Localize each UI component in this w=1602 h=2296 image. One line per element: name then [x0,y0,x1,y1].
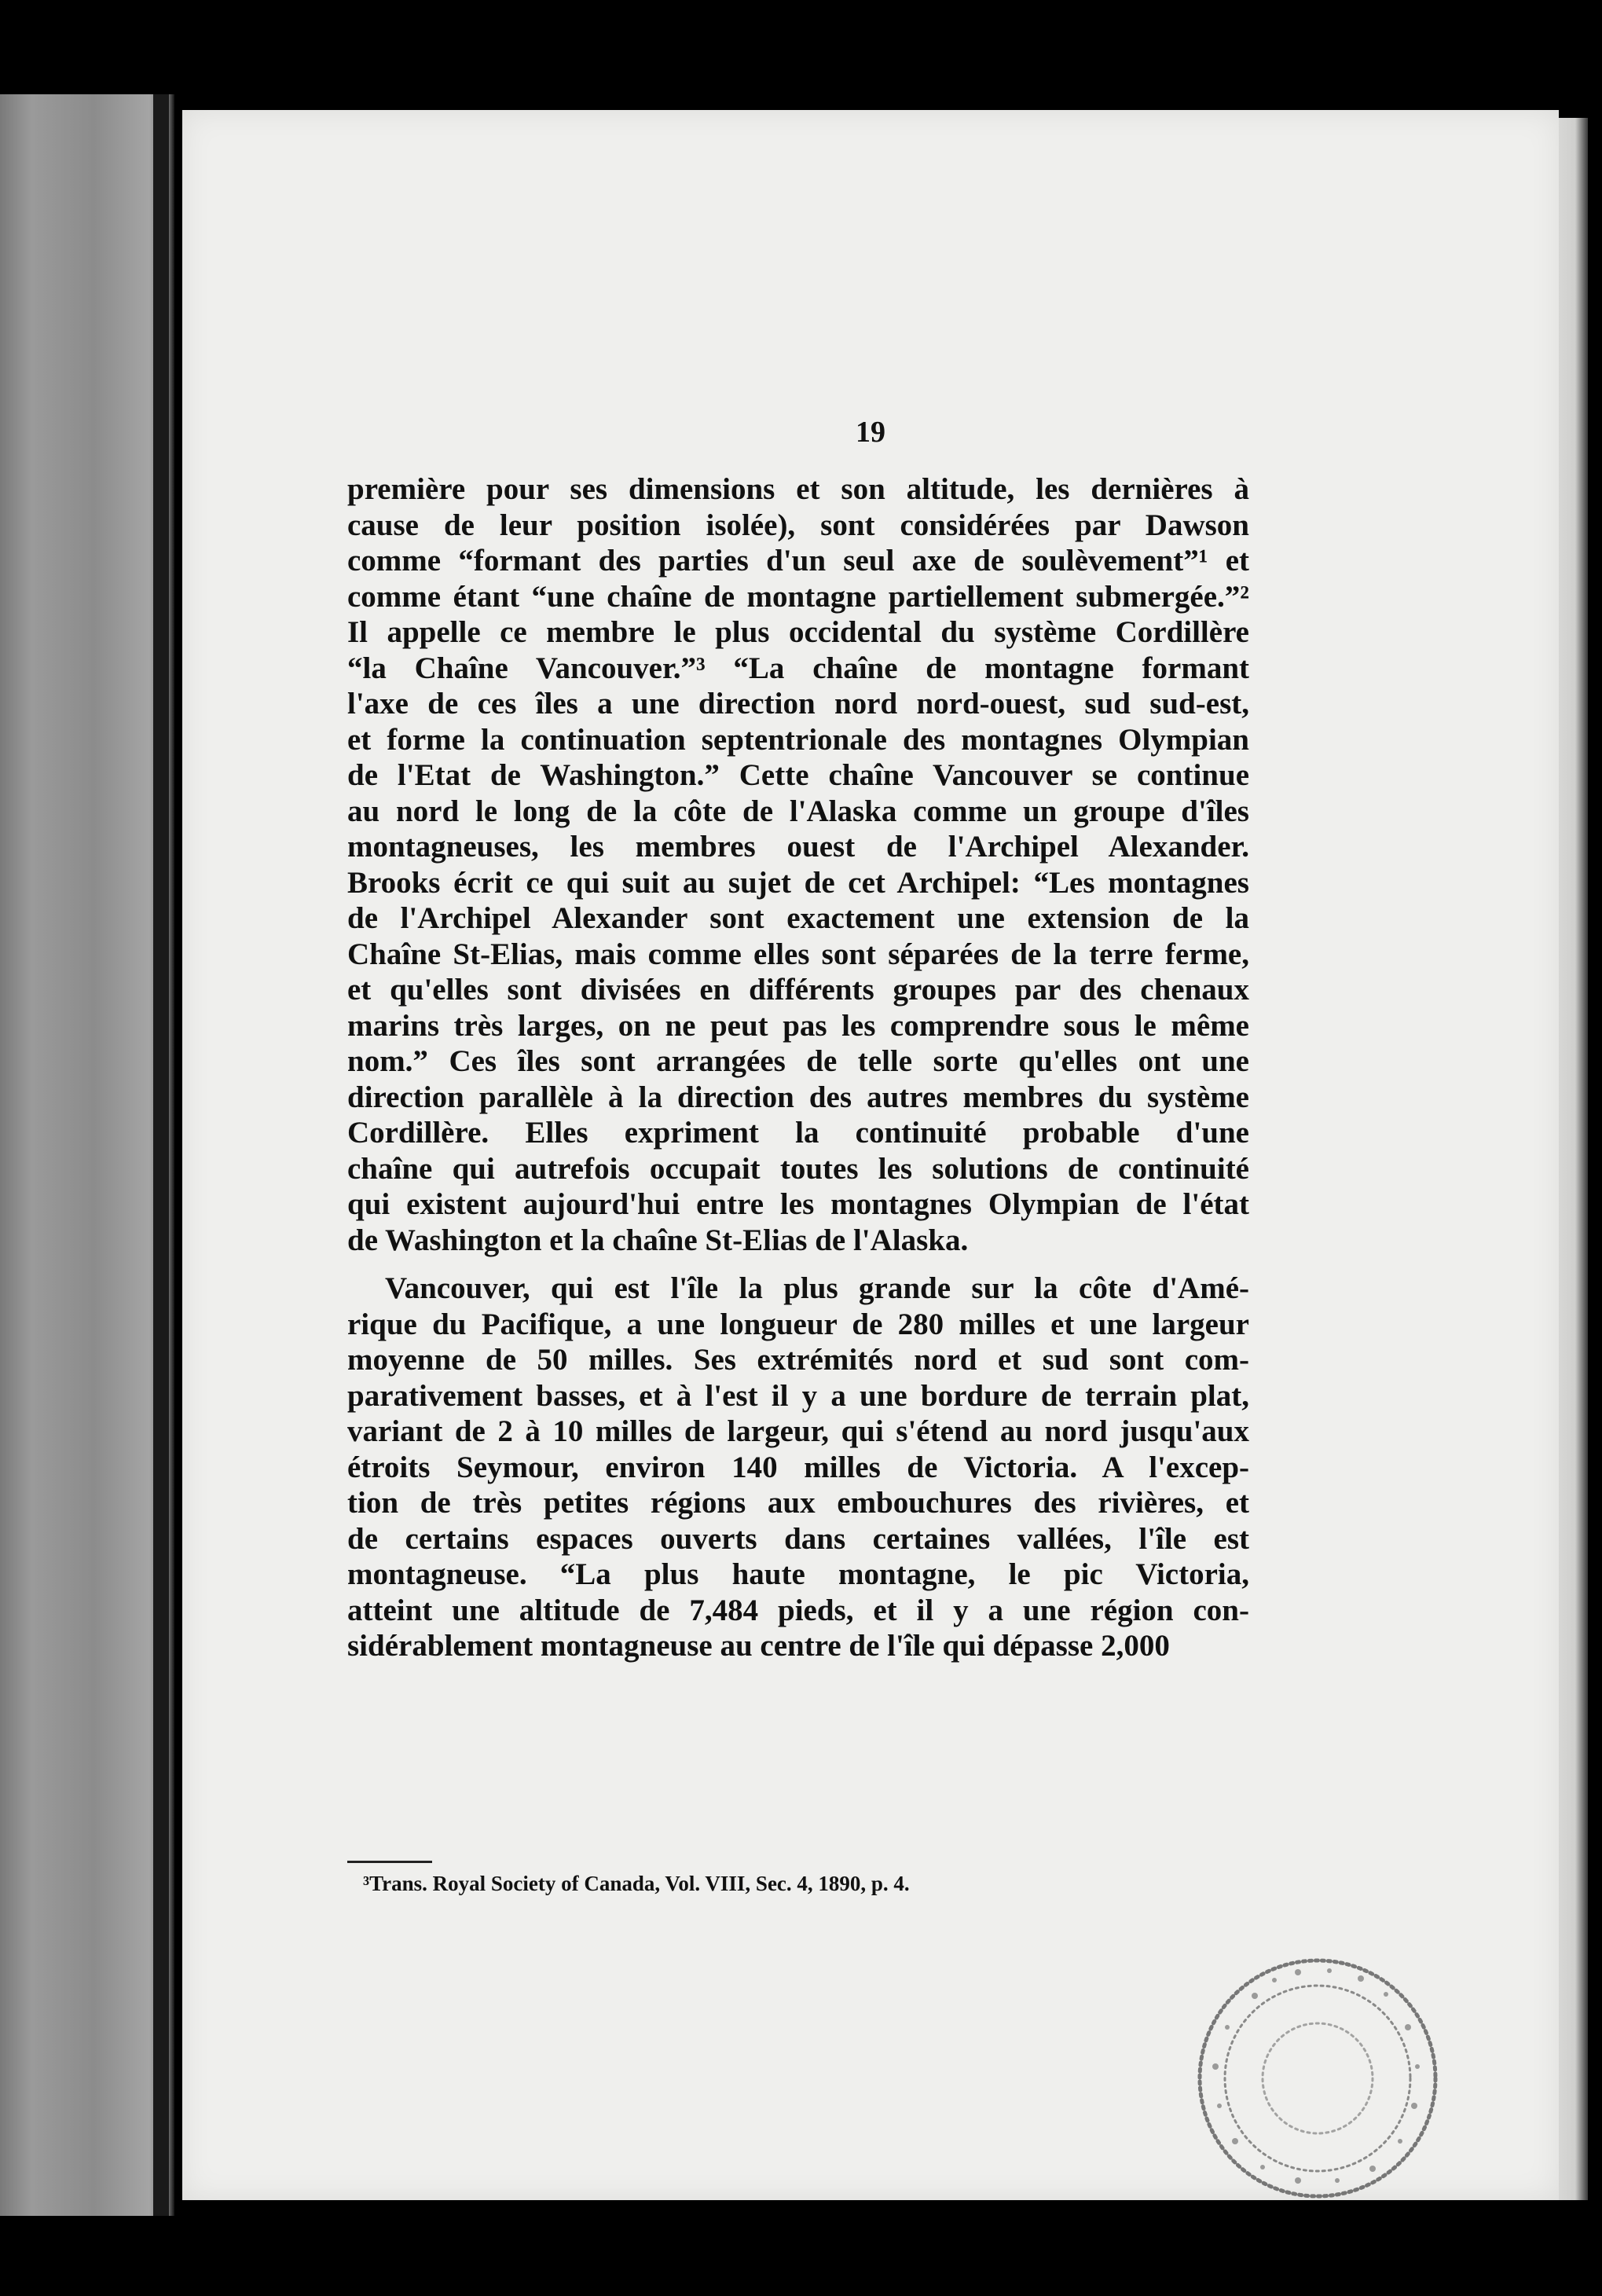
text-line: rique du Pacifique, a une longueur de 280 milles et une largeur [347,1307,1249,1341]
book-page [182,110,1559,2200]
paragraph-1 [347,471,1249,1258]
text-line: tion de très petites régions aux embouchures des rivières, et [347,1486,1249,1520]
book-spine-edge [0,94,174,2216]
text-line: “la Chaîne Vancouver.”³ “La chaîne de montagne formant [347,651,1249,685]
text-line: et forme la continuation septentrionale des montagnes Olympian [347,722,1249,757]
text-line: Cordillère. Elles expriment la continuité probable d'une [347,1116,1249,1150]
text-line: et qu'elles sont divisées en différents groupes par des chenaux [347,973,1249,1007]
library-stamp [1180,1941,1455,2216]
text-line: Brooks écrit ce qui suit au sujet de cet Archipel: “Les montagnes [347,865,1249,900]
text-line: direction parallèle à la direction des autres membres du système [347,1080,1249,1114]
text-line: variant de 2 à 10 milles de largeur, qui s'étend au nord jusqu'aux [347,1414,1249,1448]
text-line: moyenne de 50 milles. Ses extrémités nord et sud sont com- [347,1343,1249,1377]
footnote: ³Trans. Royal Society of Canada, Vol. VIII, Sec. 4, 1890, p. 4. [363,1872,910,1895]
paragraph-2 [347,1271,1249,1664]
text-line: montagneuse. “La plus haute montagne, le pic Victoria, [347,1557,1249,1591]
text-line: parativement basses, et à l'est il y a une bordure de terrain plat, [347,1378,1249,1413]
body-text [347,471,1249,1664]
text-line: Il appelle ce membre le plus occidental du système Cordillère [347,615,1249,649]
text-line: de l'Etat de Washington.” Cette chaîne Vancouver se continue [347,758,1249,792]
text-line: de certains espaces ouverts dans certaines vallées, l'île est [347,1521,1249,1556]
text-line: l'axe de ces îles a une direction nord nord-ouest, sud sud-est, [347,687,1249,721]
text-line: comme “formant des parties d'un seul axe de soulèvement”¹ et [347,544,1249,578]
text-line: étroits Seymour, environ 140 milles de Victoria. A l'excep- [347,1450,1249,1484]
text-line: Vancouver, qui est l'île la plus grande sur la côte d'Amé- [385,1271,1249,1305]
text-line: sidérablement montagneuse au centre de l'île qui dépasse 2,000 [347,1629,1170,1663]
text-line: nom.” Ces îles sont arrangées de telle sorte qu'elles ont une [347,1044,1249,1078]
text-line: première pour ses dimensions et son altitude, les dernières à [347,472,1249,506]
text-line: chaîne qui autrefois occupait toutes les solutions de continuité [347,1151,1249,1186]
page-edge [1556,118,1588,2200]
footnote-rule [347,1861,432,1863]
text-line: Chaîne St-Elias, mais comme elles sont séparées de la terre ferme, [347,937,1249,971]
text-line: de l'Archipel Alexander sont exactement une extension de la [347,901,1249,935]
text-line: atteint une altitude de 7,484 pieds, et il y a une région con- [347,1593,1249,1627]
text-line: comme étant “une chaîne de montagne partiellement submergée.”² [347,579,1249,614]
text-line: qui existent aujourd'hui entre les montagnes Olympian de l'état [347,1187,1249,1221]
text-line: marins très larges, on ne peut pas les comprendre sous le même [347,1008,1249,1043]
page-number: 19 [856,416,885,449]
text-line: montagneuses, les membres ouest de l'Archipel Alexander. [347,830,1249,864]
text-line: cause de leur position isolée), sont considérées par Dawson [347,508,1249,542]
text-line: de Washington et la chaîne St-Elias de l'Alaska. [347,1223,969,1257]
text-line: au nord le long de la côte de l'Alaska comme un groupe d'îles [347,794,1249,828]
